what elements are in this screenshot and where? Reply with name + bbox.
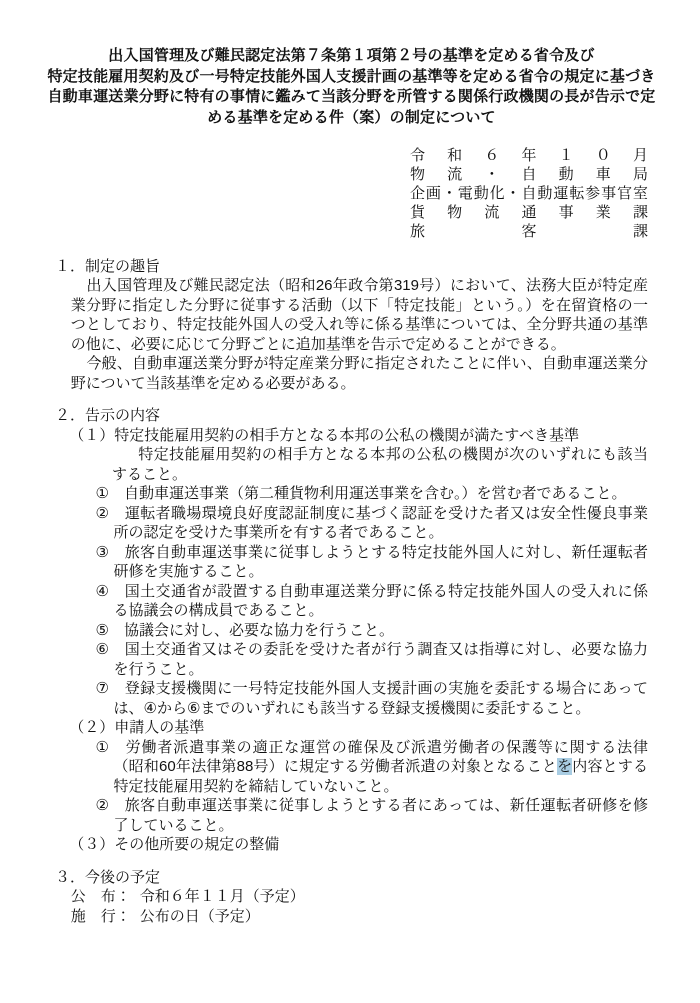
applicant-item-1-rest: 内容とする特定技能雇用契約を締結していないこと。 <box>113 758 648 795</box>
list-item-2: ② 運転者職場環境良好度認証制度に基づく認証を受けた者又は安全性優良事業所の認定を受けた事業所を有する者であること。 <box>95 504 648 542</box>
org-freight-division: 貨 物 流 通 事 業 課 <box>410 203 648 221</box>
doc-date: 令 和 ６ 年 １ ０ 月 <box>410 146 648 164</box>
title-line-2: 特定技能雇用契約及び一号特定技能外国人支援計画の基準等を定める省令の規定に基づき <box>47 67 656 85</box>
promulgation-value: 令和６年１１月（予定） <box>139 888 305 906</box>
section-3-heading: ３．今後の予定 <box>55 868 161 886</box>
section-2-1-intro: 特定技能雇用契約の相手方となる本邦の公私の機関が次のいずれにも該当すること。 <box>112 446 648 483</box>
list-item-6: ⑥ 国土交通省又はその委託を受けた者が行う調査又は指導に対し、必要な協力を行うこと。 <box>95 641 648 678</box>
title-line-3: 自動車運送業分野に特有の事情に鑑みて当該分野を所管する関係行政機関の長が告示で定 <box>47 88 656 106</box>
section-1-heading: １．制定の趣旨 <box>55 257 161 275</box>
org-bureau: 物 流 ・ 自 動 車 局 <box>410 165 648 183</box>
list-item-5: ⑤ 協議会に対し、必要な協力を行うこと。 <box>95 621 394 639</box>
section-2-3-heading: （３）その他所要の規定の整備 <box>69 836 280 854</box>
org-office: 企 画 ・ 電 動 化 ・ 自 動 運 転 参 事 官 室 <box>410 184 648 202</box>
list-item-4: ④ 国土交通省が設置する自動車運送業分野に係る特定技能外国人の受入れに係る協議会の構成員であること。 <box>95 582 648 620</box>
applicant-item-1 <box>55 738 648 797</box>
document-title <box>45 46 658 129</box>
title-line-4: める基準を定める件（案）の制定について <box>207 109 496 127</box>
section-2-heading: ２．告示の内容 <box>55 407 161 425</box>
applicant-item-1-text: ① 労働者派遣事業の適正な運営の確保及び派遣労働者の保護等に関する法律（昭和60年法律第88号）に規定する労働者派遣の対象となること <box>95 738 648 776</box>
schedule-row-promulgation <box>71 887 648 907</box>
section-1-paragraph-2: 今般、自動車運送業分野が特定産業分野に指定されたことに伴い、自動車運送業分野について当該基準を定める必要がある。 <box>70 355 648 392</box>
list-item-1: ① 自動車運送事業（第二種貨物利用運送事業を含む。）を営む者であること。 <box>95 485 627 503</box>
promulgation-label: 公 布： <box>70 888 131 906</box>
enforcement-label: 施 行： <box>70 907 131 925</box>
schedule-row-enforcement <box>71 907 648 927</box>
highlighted-character: を <box>557 758 573 776</box>
section-2-2-heading: （２）申請人の基準 <box>69 719 205 737</box>
enforcement-value: 公布の日（予定） <box>139 907 260 925</box>
section-2-1-heading: （１）特定技能雇用契約の相手方となる本邦の公私の機関が満たすべき基準 <box>69 426 579 444</box>
author-block <box>410 146 648 241</box>
applicant-item-2: ② 旅客自動車運送事業に従事しようとする者にあっては、新任運転者研修を修了していること。 <box>95 797 648 834</box>
section-1-paragraph-1: 出入国管理及び難民認定法（昭和26年政令第319号）において、法務大臣が特定産業分野に指定した分野に従事する活動（以下「特定技能」という。）を在留資格の一つとしており、特定技能外国人の受入れ等に係る基準については、全分野共通の基準の他に、必要に応じて分野ごとに追加基準を告示で定めることができる。 <box>70 277 648 353</box>
list-item-7: ⑦ 登録支援機関に一号特定技能外国人支援計画の実施を委託する場合にあっては、④から⑥までのいずれにも該当する登録支援機関に委託すること。 <box>95 680 648 717</box>
list-item-3: ③ 旅客自動車運送事業に従事しようとする特定技能外国人に対し、新任運転者研修を実施すること。 <box>95 543 648 581</box>
org-passenger-division: 旅 客 課 <box>410 222 648 240</box>
title-line-1: 出入国管理及び難民認定法第７条第１項第２号の基準を定める省令及び <box>108 47 595 64</box>
